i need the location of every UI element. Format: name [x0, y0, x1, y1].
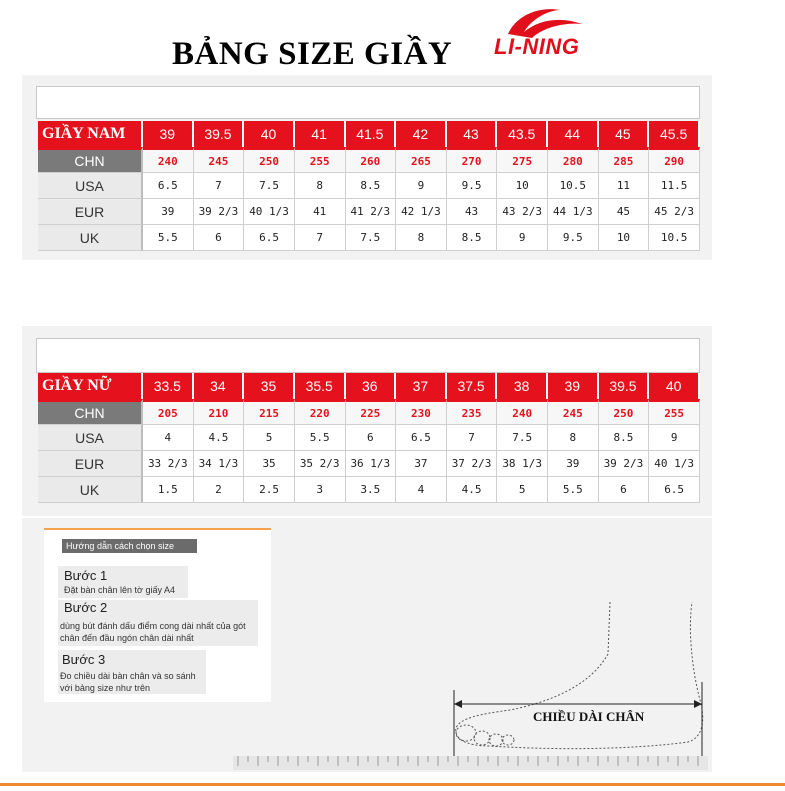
table-row [38, 399, 700, 425]
table-cell: 5.5 [548, 477, 599, 503]
table-cell: 4 [396, 477, 447, 503]
size-header-cell: 38 [497, 373, 548, 399]
table-cell: 7.5 [497, 425, 548, 451]
table-cell: 225 [346, 399, 397, 425]
table-cell: 7.5 [346, 225, 397, 251]
table-cell: 1.5 [143, 477, 194, 503]
table-cell: 8 [396, 225, 447, 251]
size-header-cell: 44 [548, 121, 599, 147]
table-cell: 240 [497, 399, 548, 425]
table-cell: 2.5 [244, 477, 295, 503]
table-cell: 7 [295, 225, 346, 251]
table-cell: 40 1/3 [649, 451, 700, 477]
womens-size-table [38, 373, 700, 503]
table-cell: 205 [143, 399, 194, 425]
size-header-cell: 39.5 [194, 121, 245, 147]
table-cell: 4.5 [194, 425, 245, 451]
table-cell: 36 1/3 [346, 451, 397, 477]
table-cell: 41 [295, 199, 346, 225]
size-header-cell: 39 [143, 121, 194, 147]
table-cell: 8.5 [447, 225, 498, 251]
table-cell: 280 [548, 147, 599, 173]
table-cell: 6.5 [244, 225, 295, 251]
table-cell: 45 2/3 [649, 199, 700, 225]
guide-accent-line [44, 528, 271, 530]
table-cell: 285 [599, 147, 650, 173]
table-cell: 8.5 [599, 425, 650, 451]
table-cell: 8 [548, 425, 599, 451]
table-cell: 34 1/3 [194, 451, 245, 477]
size-header-cell: 37.5 [447, 373, 498, 399]
size-header-cell: 34 [194, 373, 245, 399]
table-cell: 9 [396, 173, 447, 199]
table-cell: 270 [447, 147, 498, 173]
row-label: CHN [38, 399, 143, 425]
table-cell: 255 [649, 399, 700, 425]
table-cell: 11.5 [649, 173, 700, 199]
foot-length-label: CHIỀU DÀI CHÂN [533, 709, 645, 724]
table-cell: 40 1/3 [244, 199, 295, 225]
table-cell: 6 [346, 425, 397, 451]
table-cell: 250 [244, 147, 295, 173]
table-cell: 6.5 [143, 173, 194, 199]
table-cell: 245 [548, 399, 599, 425]
table-cell: 44 1/3 [548, 199, 599, 225]
womens-size-header-row [38, 373, 700, 399]
size-header-cell: 36 [346, 373, 397, 399]
table-cell: 235 [447, 399, 498, 425]
table-cell: 240 [143, 147, 194, 173]
table-cell: 7 [194, 173, 245, 199]
step-1-title: Bước 1 [64, 568, 108, 583]
size-header-cell: 45.5 [649, 121, 700, 147]
foot-outline-illustration [430, 590, 720, 758]
table-cell: 9 [649, 425, 700, 451]
table-cell: 4.5 [447, 477, 498, 503]
table-cell: 4 [143, 425, 194, 451]
table-cell: 230 [396, 399, 447, 425]
size-header-cell: 42 [396, 121, 447, 147]
table-cell: 10 [599, 225, 650, 251]
size-header-cell: 43 [447, 121, 498, 147]
table-cell: 8.5 [346, 173, 397, 199]
table-cell: 5 [244, 425, 295, 451]
size-header-cell: 35.5 [295, 373, 346, 399]
table-cell: 39 [548, 451, 599, 477]
table-cell: 37 [396, 451, 447, 477]
table-cell: 250 [599, 399, 650, 425]
table-cell: 37 2/3 [447, 451, 498, 477]
guide-heading: Hướng dẫn cách chọn size [62, 539, 197, 553]
table-row [38, 173, 700, 199]
table-cell: 255 [295, 147, 346, 173]
row-label: UK [38, 477, 143, 503]
step-3-title: Bước 3 [62, 652, 106, 667]
size-header-cell: 40 [649, 373, 700, 399]
table-cell: 39 [143, 199, 194, 225]
page-title: BẢNG SIZE GIẦY [172, 36, 453, 72]
size-header-cell: 35 [244, 373, 295, 399]
table-cell: 9 [497, 225, 548, 251]
ruler-icon [233, 756, 708, 770]
table-cell: 215 [244, 399, 295, 425]
table-cell: 5.5 [143, 225, 194, 251]
table-cell: 42 1/3 [396, 199, 447, 225]
mens-size-table [38, 121, 700, 251]
womens-table-label: GIẦY NỮ [38, 373, 143, 399]
table-cell: 6 [599, 477, 650, 503]
table-row [38, 425, 700, 451]
table-cell: 265 [396, 147, 447, 173]
size-header-cell: 43.5 [497, 121, 548, 147]
mens-panel-box [36, 86, 700, 119]
size-header-cell: 40 [244, 121, 295, 147]
table-cell: 8 [295, 173, 346, 199]
table-cell: 6 [194, 225, 245, 251]
table-cell: 9.5 [548, 225, 599, 251]
table-cell: 10.5 [649, 225, 700, 251]
mens-size-header-row [38, 121, 700, 147]
step-3-text: Đo chiều dài bàn chân và so sánh với bảng size như trên [60, 671, 196, 693]
table-cell: 43 2/3 [497, 199, 548, 225]
table-row [38, 199, 700, 225]
row-label: EUR [38, 199, 143, 225]
size-header-cell: 45 [599, 121, 650, 147]
row-label: USA [38, 173, 143, 199]
row-label: EUR [38, 451, 143, 477]
table-cell: 3.5 [346, 477, 397, 503]
table-cell: 43 [447, 199, 498, 225]
table-cell: 45 [599, 199, 650, 225]
table-cell: 220 [295, 399, 346, 425]
size-header-cell: 41 [295, 121, 346, 147]
table-cell: 41 2/3 [346, 199, 397, 225]
table-row [38, 147, 700, 173]
table-cell: 11 [599, 173, 650, 199]
row-label: UK [38, 225, 143, 251]
table-cell: 7.5 [244, 173, 295, 199]
size-header-cell: 33.5 [143, 373, 194, 399]
table-cell: 2 [194, 477, 245, 503]
table-cell: 10 [497, 173, 548, 199]
table-cell: 3 [295, 477, 346, 503]
mens-table-label: GIẦY NAM [38, 121, 143, 147]
table-cell: 7 [447, 425, 498, 451]
table-cell: 6.5 [396, 425, 447, 451]
womens-panel-box [36, 338, 700, 373]
size-header-cell: 41.5 [346, 121, 397, 147]
row-label: CHN [38, 147, 143, 173]
table-cell: 290 [649, 147, 700, 173]
size-header-cell: 37 [396, 373, 447, 399]
step-2-title: Bước 2 [64, 600, 108, 615]
table-cell: 35 2/3 [295, 451, 346, 477]
table-cell: 245 [194, 147, 245, 173]
table-row [38, 477, 700, 503]
table-cell: 33 2/3 [143, 451, 194, 477]
step-2-text: dùng bút đánh dấu điểm cong dài nhất của gót chân đến đầu ngón chân dài nhất [60, 621, 246, 643]
brand-logo-text: LI-NING [494, 34, 580, 59]
table-cell: 260 [346, 147, 397, 173]
table-cell: 9.5 [447, 173, 498, 199]
size-header-cell: 39 [548, 373, 599, 399]
step-1-text: Đặt bàn chân lên tờ giấy A4 [64, 585, 175, 595]
table-cell: 5 [497, 477, 548, 503]
table-row [38, 451, 700, 477]
table-cell: 6.5 [649, 477, 700, 503]
table-cell: 39 2/3 [599, 451, 650, 477]
table-cell: 38 1/3 [497, 451, 548, 477]
bottom-accent-line [0, 783, 785, 786]
size-header-cell: 39.5 [599, 373, 650, 399]
table-row [38, 225, 700, 251]
table-cell: 35 [244, 451, 295, 477]
table-cell: 275 [497, 147, 548, 173]
table-cell: 5.5 [295, 425, 346, 451]
table-cell: 39 2/3 [194, 199, 245, 225]
row-label: USA [38, 425, 143, 451]
table-cell: 10.5 [548, 173, 599, 199]
table-cell: 210 [194, 399, 245, 425]
